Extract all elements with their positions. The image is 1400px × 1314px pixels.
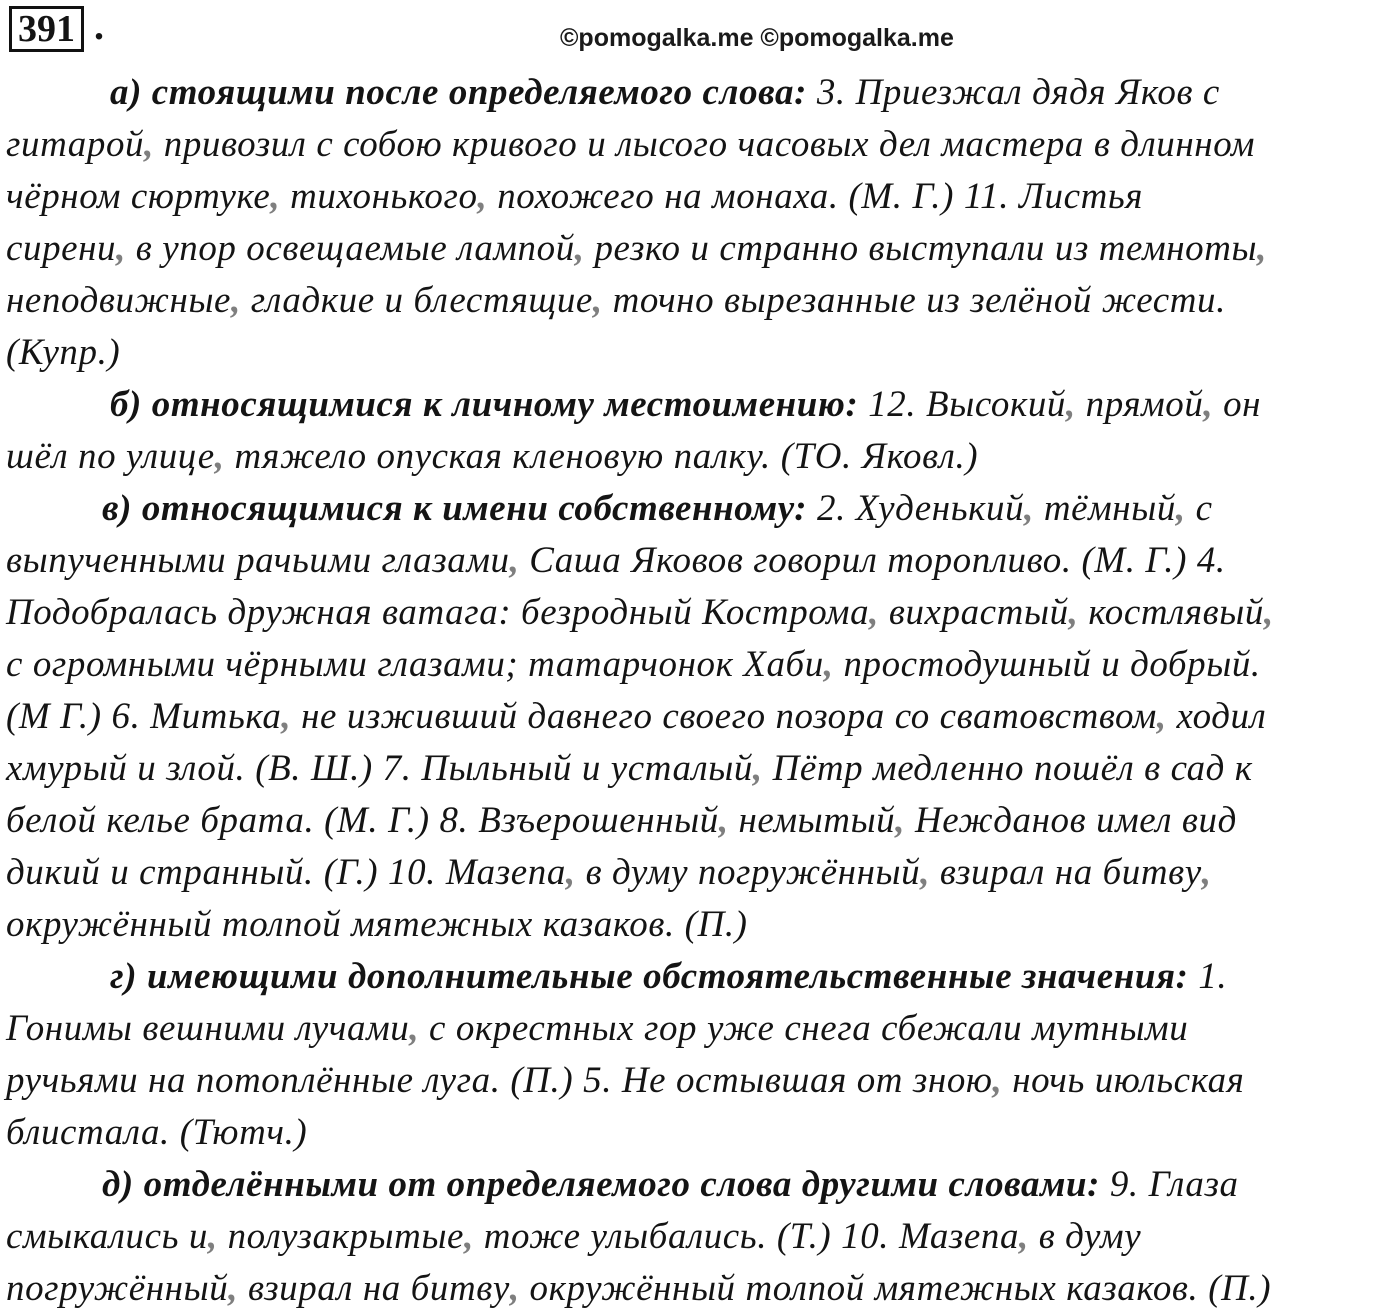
text-run: смыкались и — [6, 1215, 208, 1256]
highlighted-comma: , — [1156, 695, 1167, 736]
text-run: вихрастый — [879, 591, 1069, 632]
text-run: 2. Худенький — [807, 487, 1025, 528]
text-run: в упор освещаемые лампой — [125, 227, 575, 268]
text-line — [6, 742, 1398, 794]
text-line — [6, 1262, 1398, 1314]
text-line — [6, 1210, 1398, 1262]
text-run: привозил с собою кривого и лысого часовых дел мастера в длинном — [153, 123, 1256, 164]
text-line — [6, 794, 1398, 846]
text-run: гитарой — [6, 123, 145, 164]
text-run: тяжело опуская кленовую палку. (ТО. Яковл.) — [224, 435, 979, 476]
highlighted-comma: , — [869, 591, 880, 632]
highlighted-comma: , — [1263, 591, 1274, 632]
highlighted-comma: , — [718, 799, 729, 840]
text-run: блистала. (Тютч.) — [6, 1111, 308, 1152]
text-run: окружённый толпой мятежных казаков. (П.) — [6, 903, 748, 944]
text-line — [6, 326, 1398, 378]
text-run: сирени — [6, 227, 117, 268]
text-run: (М Г.) 6. Митька — [6, 695, 282, 736]
highlighted-comma: , — [992, 1059, 1003, 1100]
text-run: окружённый толпой мятежных казаков. (П.) — [519, 1267, 1272, 1308]
section-heading: б) относящимися к личному местоимению: — [110, 383, 859, 424]
text-run: взирал на битву — [930, 851, 1202, 892]
section-heading: д) отделёнными от определяемого слова другими словами: — [102, 1163, 1101, 1204]
highlighted-comma: , — [1203, 383, 1214, 424]
highlighted-comma: , — [228, 1267, 239, 1308]
text-line — [6, 534, 1398, 586]
text-line — [6, 118, 1398, 170]
text-line — [6, 690, 1398, 742]
text-line — [6, 638, 1398, 690]
text-line — [6, 1054, 1398, 1106]
section-heading: в) относящимися к имени собственному: — [102, 487, 808, 528]
text-run: Гонимы вешними лучами — [6, 1007, 410, 1048]
text-run: полузакрытые — [217, 1215, 465, 1256]
text-line — [6, 222, 1398, 274]
text-line — [6, 846, 1398, 898]
highlighted-comma: , — [144, 123, 154, 164]
text-line — [6, 1106, 1398, 1158]
text-run: дикий и странный. (Г.) 10. Мазепа — [6, 851, 566, 892]
text-line — [6, 430, 1398, 482]
text-line — [6, 170, 1398, 222]
text-line — [6, 66, 1398, 118]
text-line — [6, 950, 1398, 1002]
text-run: тихонького — [280, 175, 478, 216]
highlighted-comma: , — [207, 1215, 218, 1256]
highlighted-comma: , — [1024, 487, 1034, 528]
section-heading: г) имеющими дополнительные обстоятельственные значения: — [110, 955, 1189, 996]
text-run: с огромными чёрными глазами; татарчонок Хаби — [6, 643, 824, 684]
text-run: неподвижные — [6, 279, 232, 320]
text-line — [6, 378, 1398, 430]
highlighted-comma: , — [464, 1215, 474, 1256]
text-line — [6, 898, 1398, 950]
highlighted-comma: , — [752, 747, 763, 788]
text-run: в думу погружённый — [575, 851, 921, 892]
text-run: Саша Яковов говорил торопливо. (М. Г.) 4. — [519, 539, 1226, 580]
text-run: ходил — [1166, 695, 1267, 736]
highlighted-comma: , — [281, 695, 292, 736]
section-heading: а) стоящими после определяемого слова: — [110, 71, 807, 112]
text-run: шёл по улице — [6, 435, 215, 476]
watermark: ©pomogalka.me ©pomogalka.me — [560, 24, 954, 52]
highlighted-comma: , — [1019, 1215, 1029, 1256]
text-run: с — [1185, 487, 1213, 528]
highlighted-comma: , — [1068, 591, 1079, 632]
highlighted-comma: , — [477, 175, 488, 216]
text-line — [6, 482, 1398, 534]
text-line — [6, 274, 1398, 326]
highlighted-comma: , — [895, 799, 906, 840]
highlighted-comma: , — [1175, 487, 1186, 528]
highlighted-comma: , — [509, 1267, 520, 1308]
highlighted-comma: , — [409, 1007, 420, 1048]
text-run: похожего на монаха. (М. Г.) 11. Листья — [487, 175, 1144, 216]
highlighted-comma: , — [574, 227, 585, 268]
page-header — [0, 0, 1400, 60]
text-run: выпученными рачьими глазами — [6, 539, 510, 580]
text-run: Нежданов имел вид — [905, 799, 1237, 840]
text-run: точно вырезанные из зелёной жести. — [602, 279, 1226, 320]
highlighted-comma: , — [565, 851, 576, 892]
text-run: резко и странно выступали из темноты — [584, 227, 1258, 268]
text-run: гладкие и блестящие — [240, 279, 593, 320]
highlighted-comma: , — [116, 227, 126, 268]
text-run: тоже улыбались. (Т.) 10. Мазепа — [473, 1215, 1020, 1256]
text-run: Подобралась дружная ватага: безродный Кострома — [6, 591, 870, 632]
text-run: прямой — [1075, 383, 1204, 424]
text-run: белой келье брата. (М. Г.) 8. Взъерошенный — [6, 799, 719, 840]
highlighted-comma: , — [1257, 227, 1267, 268]
text-run: ручьями на потоплённые луга. (П.) 5. Не остывшая от зною — [6, 1059, 993, 1100]
text-run: простодушный и добрый. — [833, 643, 1261, 684]
text-run: погружённый — [6, 1267, 229, 1308]
text-run: костлявый — [1078, 591, 1264, 632]
text-run: тёмный — [1034, 487, 1176, 528]
text-line — [6, 586, 1398, 638]
text-run: взирал на битву — [238, 1267, 510, 1308]
text-line — [6, 1002, 1398, 1054]
highlighted-comma: , — [214, 435, 225, 476]
text-run: хмурый и злой. (В. Ш.) 7. Пыльный и усталый — [6, 747, 753, 788]
exercise-number-dot: . — [94, 3, 104, 48]
text-run: 1. — [1188, 955, 1228, 996]
exercise-text — [6, 66, 1398, 1314]
text-run: не изживший давнего своего позора со сватовством — [291, 695, 1157, 736]
text-run: ночь июльская — [1002, 1059, 1245, 1100]
text-run: чёрном сюртуке — [6, 175, 271, 216]
text-run: 3. Приезжал дядя Яков с — [807, 71, 1220, 112]
highlighted-comma: , — [1066, 383, 1076, 424]
text-line — [6, 1158, 1398, 1210]
highlighted-comma: , — [592, 279, 603, 320]
exercise-number: 391 — [9, 6, 84, 52]
text-run: он — [1213, 383, 1262, 424]
text-run: 12. Высокий — [858, 383, 1066, 424]
text-run: немытый — [728, 799, 896, 840]
text-run: (Купр.) — [6, 331, 121, 372]
text-run: с окрестных гор уже снега сбежали мутными — [419, 1007, 1189, 1048]
highlighted-comma: , — [231, 279, 241, 320]
highlighted-comma: , — [270, 175, 281, 216]
highlighted-comma: , — [823, 643, 834, 684]
highlighted-comma: , — [920, 851, 931, 892]
highlighted-comma: , — [1201, 851, 1212, 892]
text-run: в думу — [1028, 1215, 1142, 1256]
highlighted-comma: , — [509, 539, 520, 580]
text-run: Пётр медленно пошёл в сад к — [762, 747, 1253, 788]
text-run: 9. Глаза — [1100, 1163, 1239, 1204]
